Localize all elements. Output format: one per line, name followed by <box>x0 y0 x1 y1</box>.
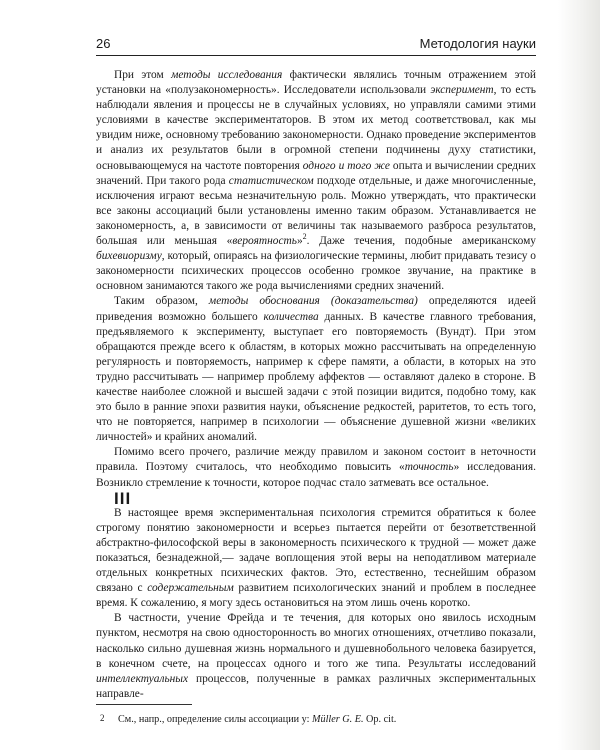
text-segment: бихевиоризму <box>96 250 162 263</box>
text-segment: фактически являлись точным отражением этой установки на «полузакономерность». Исследователи использовали <box>96 69 537 97</box>
paragraphs-section-1 <box>96 68 536 491</box>
page-header <box>96 36 536 52</box>
text-segment: процессов, полученные в рамках различных экспериментальных направле- <box>96 672 536 700</box>
header-rule <box>96 55 536 56</box>
text-segment: эксперимент <box>430 84 494 97</box>
text-segment: » исследования. Возникло стремление к точности, которое подчас стало затмевать все остальное. <box>96 461 536 489</box>
paragraph <box>96 445 536 490</box>
text-segment: содержательным <box>147 582 234 595</box>
paragraph <box>96 294 536 445</box>
text-segment: » <box>296 235 303 248</box>
footnote-text-after: Op. cit. <box>363 714 397 725</box>
text-segment: Помимо всего прочего, различие между правилом и законом состоит в неточности правила. Поэтому считалось, что необходимо повысить « <box>96 446 536 474</box>
text-segment: точность <box>404 461 454 474</box>
footnote-text-before: См., напр., определение силы ассоциации у: <box>118 714 312 725</box>
text-segment: В настоящее время экспериментальная психология стремится обратиться к более строгому понятию закономерности и всерьез пытается перейти от безответственной абстрактно-философской веры в закономерность психического к трудной — может даже показаться, безнадежной,— задаче воплощения этой веры на неподатливом материале отдельных конкретных психических фактов. Это, естественно, теснейшим образом связано с <box>96 506 536 595</box>
paragraph <box>96 611 536 702</box>
text-segment: одного и того же <box>302 159 390 172</box>
text-segment: , то есть наблюдали явления и процессы не в случайных условиях, но управляли самими этими условиями в качестве экспериментаторов. В этом их метод соответствовал, как мы увидим ниже, основному требованию закономерности. Однако проведение экспериментов и анализ их результатов были в огромной степени подчинены духу статистики, основывающемуся на частоте повторения <box>96 84 536 172</box>
text-segment: развитием психологических знаний и проблем в последнее время. К сожалению, я могу здесь остановиться на этом лишь очень коротко. <box>96 582 536 610</box>
paragraph <box>96 68 536 294</box>
text-segment: При этом <box>114 69 172 81</box>
text-segment: Таким образом, <box>114 295 209 308</box>
text-segment: количества <box>263 310 319 323</box>
text-segment: опыта и вычислении средних значений. При такого рода <box>96 159 536 187</box>
footnote-rule <box>96 704 192 705</box>
body-text <box>96 68 536 702</box>
text-segment: методы исследования <box>171 69 283 81</box>
text-segment: методы обоснования (доказательства) <box>208 295 418 308</box>
text-segment: . Даже течения, подобные американскому <box>306 235 536 248</box>
text-segment: статистическом <box>228 174 314 187</box>
paragraph <box>96 506 536 612</box>
running-title: Методология науки <box>419 36 536 51</box>
footnote <box>100 713 536 726</box>
text-segment: определяются идеей приведения возможно большего <box>96 295 536 323</box>
text-segment: подходе отдельные, и даже многочисленные, исключения играют весьма незначительную роль. Можно утверждать, что практически все законы ассоциаций были установлены именно таким образом. Устанавливается не закономерность, а, в зависимости от величины так называемого разброса результатов, большая или меньшая « <box>96 174 536 248</box>
footnote-reference: 2 <box>302 232 307 242</box>
footnote-author: Müller G. E. <box>312 714 364 725</box>
text-segment: В частности, учение Фрейда и те течения, для которых оно явилось исходным пунктом, несмотря на свою односторонность во многих отношениях, отчетливо показали, насколько сильно душевная жизнь нормального и душевнобольного человека базируется, в конечном счете, на процессах одного и того же типа. Результаты исследований <box>96 612 536 670</box>
section-marker: III <box>114 488 132 508</box>
text-segment: данных. В качестве главного требования, предъявляемого к эксперименту, выступает его повторяемость (Вундт). При этом обращаются прежде всего к областям, в которых можно рассчитывать на определенную регулярность и повторяемость, например к сфере памяти, а области, в которых на это трудно рассчитывать — например проблему аффектов — оставляют далеко в стороне. В качестве наиболее сложной и высшей задачи с этой позиции видится, подобно тому, как это было в ранние эпохи развития науки, объяснение редкостей, раритетов, то есть того, что не повторяется, например в психологии — объяснение душевной жизни «великих личностей» и крайних аномалий. <box>96 310 536 444</box>
text-segment: вероятность <box>232 235 297 248</box>
text-segment: интеллектуальных <box>96 672 189 685</box>
text-segment: , который, опираясь на физиологические термины, любит придавать тезису о закономерности психических процессов особенно громкое звучание, на практике в основном занимаются такого же рода вычислениями средних значений. <box>96 250 536 293</box>
paragraphs-section-2 <box>96 506 536 702</box>
footnote-mark: 2 <box>100 713 105 723</box>
page-number: 26 <box>96 36 111 51</box>
